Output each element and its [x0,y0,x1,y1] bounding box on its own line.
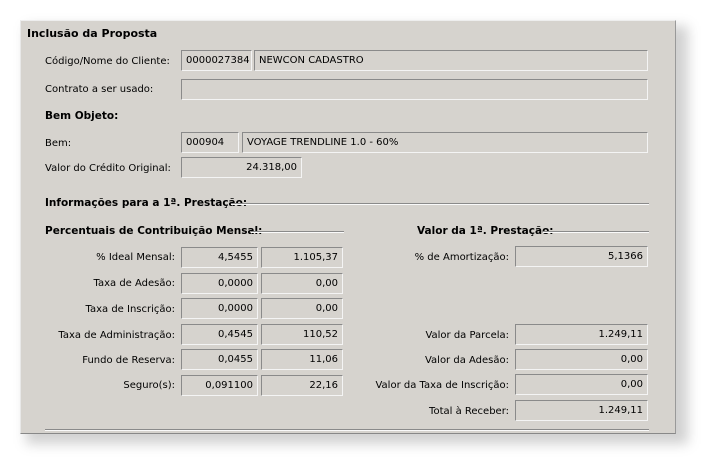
contract-label: Contrato a ser usado: [45,84,154,95]
ideal-mensal-label: % Ideal Mensal: [96,252,175,263]
total-receber-field[interactable]: 1.249,11 [515,400,648,421]
fundo-reserva-value-field[interactable]: 11,06 [261,349,343,370]
ideal-mensal-value-field[interactable]: 1.105,37 [261,247,343,268]
proposal-panel [20,20,676,434]
taxa-administracao-value-field[interactable]: 110,52 [261,324,343,345]
taxa-administracao-percent-field[interactable]: 0,4545 [181,324,258,345]
prestacao-divider [543,231,649,233]
bem-description-field[interactable]: VOYAGE TRENDLINE 1.0 - 60% [242,132,648,153]
amortizacao-field[interactable]: 5,1366 [515,246,648,267]
ideal-mensal-percent-field[interactable]: 4,5455 [181,247,258,268]
info-divider [231,203,649,205]
contract-field[interactable] [181,79,648,100]
credit-field[interactable]: 24.318,00 [181,157,302,178]
bem-code-field[interactable]: 000904 [181,132,239,153]
taxa-adesao-value-field[interactable]: 0,00 [261,273,343,294]
panel-title: Inclusão da Proposta [27,27,158,40]
info-heading: Informações para a 1ª. Prestação: [45,197,248,209]
taxa-adesao-percent-field[interactable]: 0,0000 [181,273,258,294]
client-name-field[interactable]: NEWCON CADASTRO [254,50,648,71]
valor-adesao-field[interactable]: 0,00 [515,349,648,370]
client-code-field[interactable]: 0000027384 [181,50,252,71]
bem-objeto-heading: Bem Objeto: [45,110,119,122]
taxa-administracao-label: Taxa de Administração: [58,330,175,341]
taxa-adesao-label: Taxa de Adesão: [93,278,175,289]
prestacao-heading: Valor da 1ª. Prestação: [417,225,554,237]
fundo-reserva-percent-field[interactable]: 0,0455 [181,349,258,370]
client-code-label: Código/Nome do Cliente: [45,56,170,67]
seguros-percent-field[interactable]: 0,091100 [181,375,258,396]
taxa-inscricao-value-field[interactable]: 0,00 [261,298,343,319]
total-receber-label: Total à Receber: [429,406,509,417]
amortizacao-label: % de Amortização: [414,252,509,263]
bem-label: Bem: [45,138,72,149]
valor-taxa-inscricao-label: Valor da Taxa de Inscrição: [375,380,509,391]
taxa-inscricao-label: Taxa de Inscrição: [85,304,175,315]
valor-parcela-label: Valor da Parcela: [425,330,509,341]
fundo-reserva-label: Fundo de Reserva: [82,355,175,366]
percentuais-divider [251,231,344,233]
valor-parcela-field[interactable]: 1.249,11 [515,324,648,345]
bottom-divider [45,429,649,431]
taxa-inscricao-percent-field[interactable]: 0,0000 [181,298,258,319]
valor-taxa-inscricao-field[interactable]: 0,00 [515,374,648,395]
valor-adesao-label: Valor da Adesão: [424,355,509,366]
seguros-value-field[interactable]: 22,16 [261,375,343,396]
credit-label: Valor do Crédito Original: [45,163,171,174]
percentuais-heading: Percentuais de Contribuição Mensal: [45,225,263,237]
seguros-label: Seguro(s): [123,380,175,391]
